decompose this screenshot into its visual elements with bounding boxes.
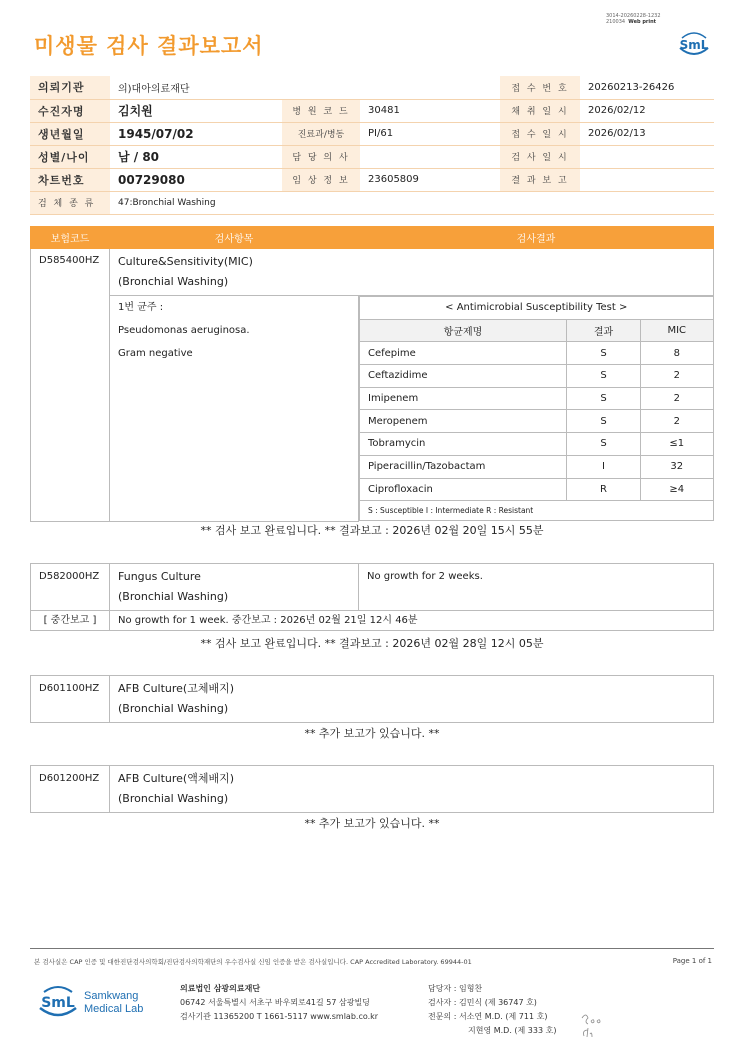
fungus-item-line2: (Bronchial Washing): [118, 590, 229, 603]
contact: 검사기관 11365200 T 1661-5117 www.smlab.co.kr: [180, 1012, 379, 1021]
ast-drug-name: Ciprofloxacin: [360, 478, 567, 501]
culture-code: D585400HZ: [31, 249, 110, 522]
ast-drug-mic: 2: [641, 387, 714, 410]
doc-id: [606, 13, 661, 25]
afb-liquid-table: [30, 765, 714, 813]
afb-liquid-note: ** 추가 보고가 있습니다. **: [304, 817, 440, 830]
collect-date-value: 2026/02/12: [580, 99, 714, 122]
ast-drug-result: R: [567, 478, 641, 501]
doc-id-line1: 3014-20260228-1232: [606, 13, 661, 19]
ast-row: [360, 387, 714, 410]
svg-text:SmL: SmL: [41, 995, 75, 1011]
ast-col-mic: MIC: [641, 319, 714, 342]
ast-drug-result: S: [567, 365, 641, 388]
fungus-complete-note: ** 검사 보고 완료입니다. ** 결과보고 : 2026년 02월 28일 12시 05분: [200, 637, 544, 650]
address: 06742 서울특별시 서초구 바우뫼로41길 57 삼광빌딩: [180, 998, 370, 1007]
ast-drug-name: Tobramycin: [360, 433, 567, 456]
sex-age-label: 성별/나이: [30, 145, 110, 168]
chart-label: 차트번호: [30, 168, 110, 191]
ast-drug-mic: 2: [641, 365, 714, 388]
ast-drug-mic: 2: [641, 410, 714, 433]
specialist-2: 지현영 M.D. (제 333 호): [468, 1026, 557, 1035]
ast-drug-result: I: [567, 455, 641, 478]
footer-divider: [30, 948, 714, 949]
ast-row: [360, 410, 714, 433]
hospital-code-label: 병 원 코 드: [282, 99, 360, 122]
ast-drug-mic: ≤1: [641, 433, 714, 456]
specimen-label: 검 체 종 류: [30, 191, 110, 214]
ast-drug-result: S: [567, 342, 641, 365]
clinical-label: 임 상 정 보: [282, 168, 360, 191]
ast-row: [360, 455, 714, 478]
ast-row: [360, 342, 714, 365]
fungus-interim: No growth for 1 week. 중간보고 : 2026년 02월 21일 12시 46분: [110, 611, 714, 631]
fungus-item-line1: Fungus Culture: [118, 570, 201, 583]
ast-drug-result: S: [567, 387, 641, 410]
sml-logo: [676, 28, 712, 60]
ast-title: < Antimicrobial Susceptibility Test >: [360, 297, 714, 320]
culture-table: [30, 226, 714, 522]
organism-title: 1번 균주 :: [118, 302, 164, 313]
accession-value: 20260213-26426: [580, 76, 714, 99]
ast-drug-name: Cefepime: [360, 342, 567, 365]
report-label: 결 과 보 고: [500, 168, 580, 191]
collect-date-label: 채 취 일 시: [500, 99, 580, 122]
receive-date-value: 2026/02/13: [580, 122, 714, 145]
ast-cell: [359, 296, 714, 522]
logo-line2: Medical Lab: [84, 1003, 144, 1015]
signature-image: [578, 1010, 614, 1040]
ast-drug-name: Imipenem: [360, 387, 567, 410]
requester-value: 의)대아의료재단: [110, 76, 500, 99]
afb-liquid-item: [110, 766, 714, 813]
ast-row: [360, 433, 714, 456]
culture-item-line2: (Bronchial Washing): [118, 275, 229, 288]
culture-item-line1: Culture&Sensitivity(MIC): [118, 255, 253, 268]
specimen-value: 47:Bronchial Washing: [110, 191, 714, 214]
ast-drug-name: Piperacillin/Tazobactam: [360, 455, 567, 478]
doctor-value: [360, 145, 500, 168]
clinical-value: 23605809: [360, 168, 500, 191]
organism-cell: [110, 296, 359, 522]
afb-solid-code: D601100HZ: [31, 676, 110, 723]
logo-line1: Samkwang: [84, 990, 139, 1002]
ast-row: [360, 365, 714, 388]
report-value: [580, 168, 714, 191]
logo-text: SmL: [679, 38, 709, 52]
tester: 검사자 : 김민식 (제 36747 호): [428, 998, 537, 1007]
fungus-table: [30, 563, 714, 631]
cert-note: 본 검사실은 CAP 인증 및 대한진단검사의학회/진단검사의학재단의 우수검사실 신임 인증을 받은 검사실입니다. CAP Accredited Laboratory. 69944-01: [34, 958, 472, 966]
birth-value: 1945/07/02: [110, 122, 282, 145]
ast-drug-name: Ceftazidime: [360, 365, 567, 388]
ast-drug-mic: 8: [641, 342, 714, 365]
ast-col-drug: 항균제명: [360, 319, 567, 342]
fungus-result: No growth for 2 weeks.: [359, 564, 714, 611]
ast-legend: S : Susceptible I : Intermediate R : Resistant: [360, 501, 714, 521]
fungus-item: [110, 564, 359, 611]
afb-solid-item-line1: AFB Culture(고체배지): [118, 682, 235, 695]
culture-item: [110, 249, 714, 296]
organism-name: Pseudomonas aeruginosa.: [118, 325, 250, 336]
test-date-value: [580, 145, 714, 168]
gram-stain: Gram negative: [118, 348, 193, 359]
ast-drug-mic: 32: [641, 455, 714, 478]
ast-drug-name: Meropenem: [360, 410, 567, 433]
requester-label: 의뢰기관: [30, 76, 110, 99]
web-print-label: Web print: [628, 19, 657, 25]
birth-label: 생년월일: [30, 122, 110, 145]
specialist-1: 전문의 : 서소연 M.D. (제 711 호): [428, 1012, 548, 1021]
org-name: 의료법인 삼광의료재단: [180, 984, 261, 993]
receive-date-label: 접 수 일 시: [500, 122, 580, 145]
chart-value: 00729080: [110, 168, 282, 191]
doc-id-line2: 210034: [606, 19, 626, 25]
name-label: 수진자명: [30, 99, 110, 122]
patient-info-table: [30, 76, 714, 215]
col-result-header: 검사결과: [359, 227, 714, 249]
col-item-header: 검사항목: [110, 227, 359, 249]
accession-label: 접 수 번 호: [500, 76, 580, 99]
afb-solid-item: [110, 676, 714, 723]
name-value: 김치원: [110, 99, 282, 122]
org-address: [180, 982, 378, 1024]
manager: 담당자 : 임형찬: [428, 984, 483, 993]
hospital-code-value: 30481: [360, 99, 500, 122]
sml-footer-logo-icon: [36, 982, 80, 1022]
ast-drug-mic: ≥4: [641, 478, 714, 501]
sex-age-value: 남 / 80: [110, 145, 282, 168]
signatories: [428, 982, 556, 1038]
afb-solid-item-line2: (Bronchial Washing): [118, 702, 229, 715]
ast-drug-result: S: [567, 433, 641, 456]
samkwang-logo: [36, 982, 156, 1022]
ast-drug-result: S: [567, 410, 641, 433]
afb-liquid-item-line1: AFB Culture(액체배지): [118, 772, 235, 785]
dept-label: 진료과/병동: [282, 122, 360, 145]
afb-solid-table: [30, 675, 714, 723]
culture-complete-note: ** 검사 보고 완료입니다. ** 결과보고 : 2026년 02월 20일 15시 55분: [200, 524, 544, 537]
ast-col-result: 결과: [567, 319, 641, 342]
ast-table: [359, 296, 714, 521]
report-title: 미생물 검사 결과보고서: [34, 34, 264, 58]
fungus-code: D582000HZ: [31, 564, 110, 611]
ast-row: [360, 478, 714, 501]
doctor-label: 담 당 의 사: [282, 145, 360, 168]
page-number: Page 1 of 1: [672, 957, 712, 965]
afb-solid-note: ** 추가 보고가 있습니다. **: [304, 727, 440, 740]
test-date-label: 검 사 일 시: [500, 145, 580, 168]
dept-value: PI/61: [360, 122, 500, 145]
afb-liquid-code: D601200HZ: [31, 766, 110, 813]
fungus-interim-label: [ 중간보고 ]: [31, 611, 110, 631]
afb-liquid-item-line2: (Bronchial Washing): [118, 792, 229, 805]
col-code-header: 보험코드: [31, 227, 110, 249]
